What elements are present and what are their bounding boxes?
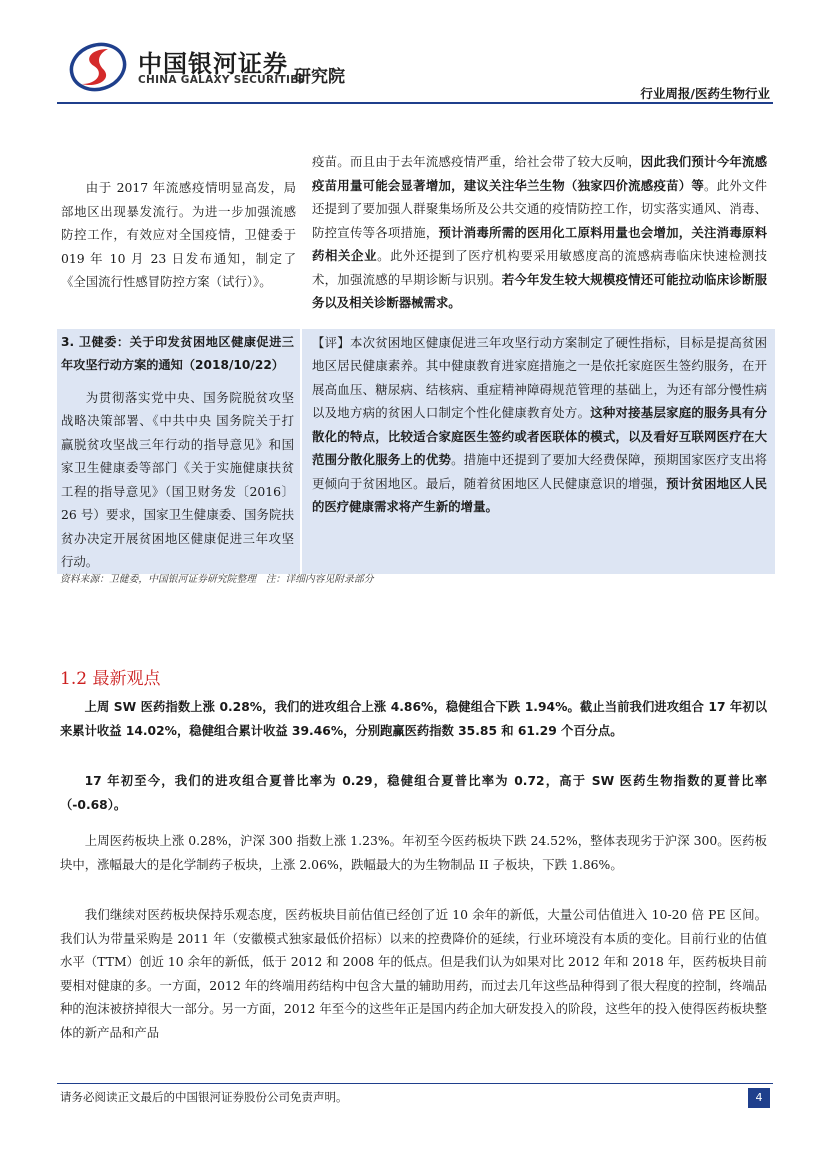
table-row xyxy=(57,150,775,329)
comment-text: 疫苗。而且由于去年流感疫情严重，给社会带了较大反响， xyxy=(312,154,641,169)
comment-highlight: 这种对接基层家庭的服务具有分散化的特点，比较适合家庭医生签约或者医联体的模式，以及看好互联网医疗在大范围分散化服务上的优势 xyxy=(312,405,768,467)
comment-text: 【评】本次贫困地区健康促进三年攻坚行动方案制定了硬性指标，目标是提高贫困地区居民健康素养。其中健康教育进家庭措施之一是依托家庭医生签约服务，在开展高血压、糖尿病、结核病、重症精神障碍规范管理的基础上，为还有部分慢性病以及地方病的贫困人口制定个性化健康教育处方。 xyxy=(312,334,767,420)
comment-text: 。此外还提到了医疗机构要采用敏感度高的流感病毒临床快速检测技术，加强流感的早期诊断与识别。 xyxy=(312,248,768,287)
disclaimer-text: 请务必阅读正文最后的中国银河证券股份公司免责声明。 xyxy=(60,1090,348,1104)
policy-comment xyxy=(302,329,775,574)
source-note: 资料来源：卫健委，中国银河证券研究院整理 注：详细内容见附录部分 xyxy=(60,574,374,585)
policy-table xyxy=(57,150,775,574)
paragraph-portfolio-return: 上周 SW 医药指数上涨 0.28%，我们的进攻组合上涨 4.86%，稳健组合下跌 1.94%。截止当前我们进攻组合 17 年初以来累计收益 14.02%，稳健组合累计收益 39.46%，分别跑赢医药指数 35.85 和 61.29 个百分点。 xyxy=(60,700,767,738)
company-name-en: CHINA GALAXY SECURITIES xyxy=(138,74,306,86)
policy-heading: 3. 卫健委：关于印发贫困地区健康促进三年攻坚行动方案的通知（2018/10/22） xyxy=(61,334,294,372)
policy-comment xyxy=(302,150,775,315)
comment-highlight: 若今年发生较大规模疫情还可能拉动临床诊断服务以及相关诊断器械需求。 xyxy=(312,271,768,310)
report-type-label: 行业周报/医药生物行业 xyxy=(640,86,770,101)
page-number: 4 xyxy=(748,1088,770,1108)
policy-summary: 为贯彻落实党中央、国务院脱贫攻坚战略决策部署、《中共中央 国务院关于打赢脱贫攻坚战三年行动的指导意见》和国家卫生健康委等部门《关于实施健康扶贫工程的指导意见》（国卫财务发〔2016〕26 号）要求，国家卫生健康委、国务院扶贫办决定开展贫困地区健康促进三年攻坚行动。 xyxy=(61,389,294,569)
comment-text: 。措施中还提到了要加大经费保障，预期国家医疗支出将更倾向于贫困地区。最后，随着贫困地区人民健康意识的增强， xyxy=(312,452,768,491)
galaxy-logo-icon xyxy=(68,40,128,92)
company-name-cn: 中国银河证券 xyxy=(138,50,288,78)
paragraph-sharpe-ratio: 17 年初至今，我们的进攻组合夏普比率为 0.29，稳健组合夏普比率为 0.72，高于 SW 医药生物指数的夏普比率（-0.68）。 xyxy=(60,774,767,812)
comment-highlight: 预计贫困地区人民的医疗健康需求将产生新的增量。 xyxy=(312,475,768,514)
table-row xyxy=(57,329,775,574)
policy-summary: 由于 2017 年流感疫情明显高发，局部地区出现暴发流行。为进一步加强流感防控工作，有效应对全国疫情，卫健委于 019 年 10 月 23 日发布通知，制定了《全国流行性感冒防控方案（试行）》。 xyxy=(61,180,296,289)
paragraph-sector-performance: 上周医药板块上涨 0.28%，沪深 300 指数上涨 1.23%。年初至今医药板块下跌 24.52%，整体表现劣于沪深 300。医药板块中，涨幅最大的是化学制药子板块，上涨 2.06%，跌幅最大的为生物制品 II 子板块，下跌 1.86%。 xyxy=(60,833,767,872)
paragraph-outlook: 我们继续对医药板块保持乐观态度，医药板块目前估值已经创了近 10 余年的新低，大量公司估值进入 10-20 倍 PE 区间。我们认为带量采购是 2011 年（安徽模式独家最低价招标）以来的控费降价的延续，行业环境没有本质的变化。目前行业的估值水平（TTM）创近 10 余年的新低，低于 2012 和 2008 年的低点。但是我们认为如果对比 2012 年和 2018 年，医药板块目前要相对健康的多。一方面，2012 年的终端用药结构中包含大量的辅助用药，而过去几年这些品种得到了很大程度的控制，终端品种的泡沫被挤掉很大一部分。另一方面，2012 年至今的这些年正是国内药企加大研发投入的阶段，这些年的投入使得医药板块整体的新产品和产品 xyxy=(60,907,767,1040)
institute-label: 研究院 xyxy=(294,67,345,87)
policy-cell xyxy=(57,329,302,574)
comment-highlight: 预计消毒所需的医用化工原料用量也会增加，关注消毒原料药相关企业 xyxy=(312,224,768,263)
footer-divider xyxy=(57,1083,773,1084)
header-divider xyxy=(57,102,773,104)
comment-highlight: 因此我们预计今年流感疫苗用量可能会显著增加，建议关注华兰生物（独家四价流感疫苗）等 xyxy=(312,154,768,193)
section-title: 1.2 最新观点 xyxy=(60,669,161,689)
comment-text: 。此外文件还提到了要加强人群聚集场所及公共交通的疫情防控工作，切实落实通风、消毒、防控宣传等各项措施， xyxy=(312,177,768,240)
